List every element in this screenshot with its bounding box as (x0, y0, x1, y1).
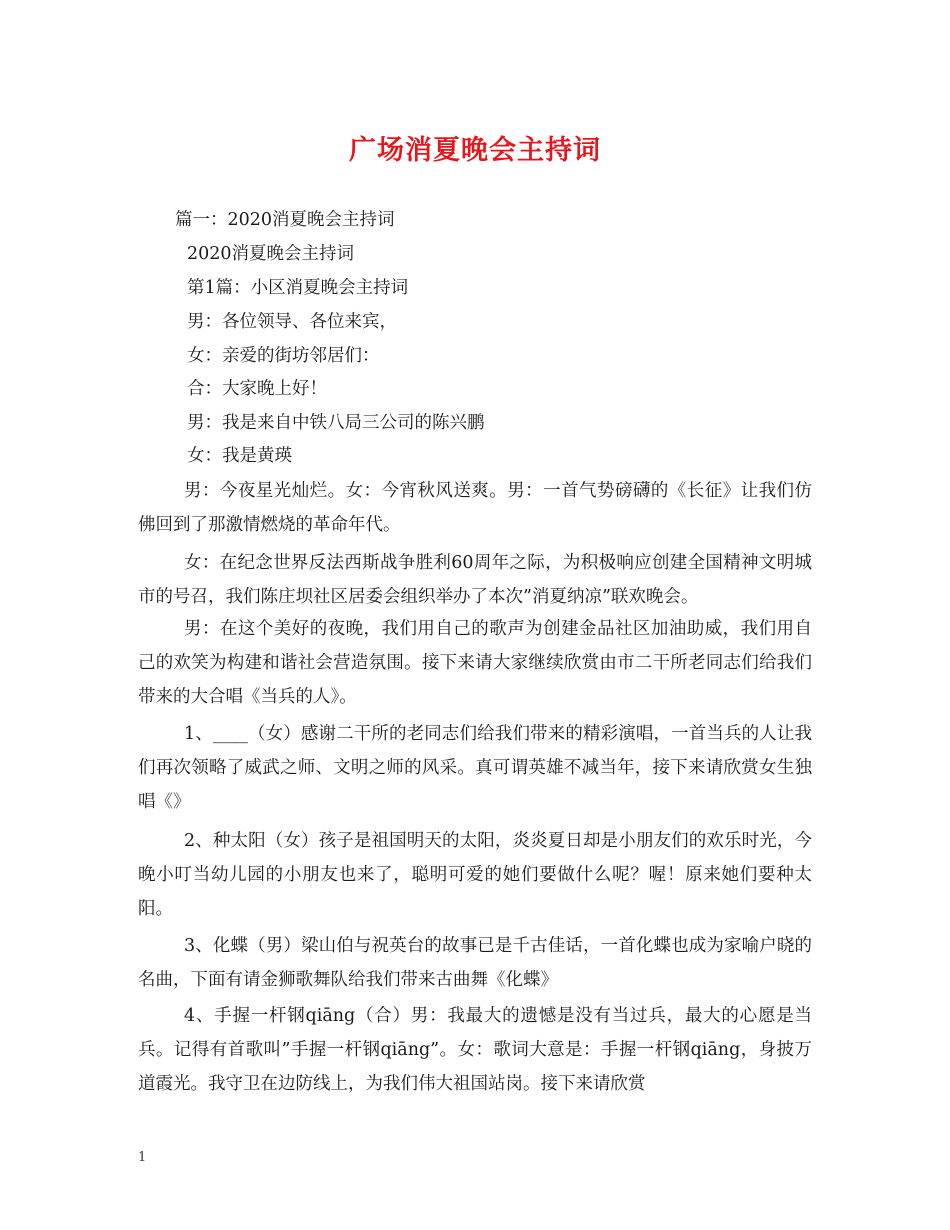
body-paragraph: 4、手握一杆钢qiāng（合）男：我最大的遗憾是没有当过兵，最大的心愿是当兵。记得有首歌叫”手握一杆钢qiāng”。女：歌词大意是：手握一杆钢qiāng，身披万道霞光。我守卫在边防线上，为我们伟大祖国站岗。接下来请欣赏 (138, 1006, 812, 1094)
body-paragraph: 男：今夜星光灿烂。女：今宵秋风送爽。男：一首气势磅礴的《长征》让我们仿佛回到了那激情燃烧的革命年代。 (138, 481, 812, 535)
dialogue-line: 女：亲爱的街坊邻居们： (187, 346, 380, 366)
dialogue-line: 男：我是来自中铁八局三公司的陈兴鹏 (187, 413, 485, 433)
dialogue-line: 合：大家晚上好！ (187, 379, 327, 399)
body-paragraph: 3、化蝶（男）梁山伯与祝英台的故事已是千古佳话，一首化蝶也成为家喻户晓的名曲，下面有请金狮歌舞队给我们带来古曲舞《化蝶》 (138, 936, 812, 990)
body-paragraph: 1、____（女）感谢二干所的老同志们给我们带来的精彩演唱，一首当兵的人让我们再次领略了威武之师、文明之师的风采。真可谓英雄不减当年，接下来请欣赏女生独唱《》 (138, 724, 812, 812)
body-paragraph: 男：在这个美好的夜晚，我们用自己的歌声为创建金品社区加油助威，我们用自己的欢笑为构建和谐社会营造氛围。接下来请大家继续欣赏由市二干所老同志们给我们带来的大合唱《当兵的人》。 (138, 619, 812, 707)
document-title: 广场消夏晚会主持词 (349, 135, 601, 166)
body-paragraph: 女：在纪念世界反法西斯战争胜利60周年之际，为积极响应创建全国精神文明城市的号召，我们陈庄坝社区居委会组织举办了本次”消夏纳凉”联欢晚会。 (138, 553, 812, 607)
dialogue-line: 男：各位领导、各位来宾， (187, 312, 397, 332)
section-heading: 篇一：2020消夏晚会主持词 (175, 210, 395, 230)
article-heading: 第1篇：小区消夏晚会主持词 (187, 278, 409, 298)
dialogue-line: 女：我是黄瑛 (187, 446, 292, 466)
body-paragraph: 2、种太阳（女）孩子是祖国明天的太阳，炎炎夏日却是小朋友们的欢乐时光，今晚小叮当幼儿园的小朋友也来了，聪明可爱的她们要做什么呢？喔！原来她们要种太阳。 (138, 831, 812, 919)
page-number: 1 (138, 1150, 147, 1165)
subheading: 2020消夏晚会主持词 (187, 244, 355, 264)
